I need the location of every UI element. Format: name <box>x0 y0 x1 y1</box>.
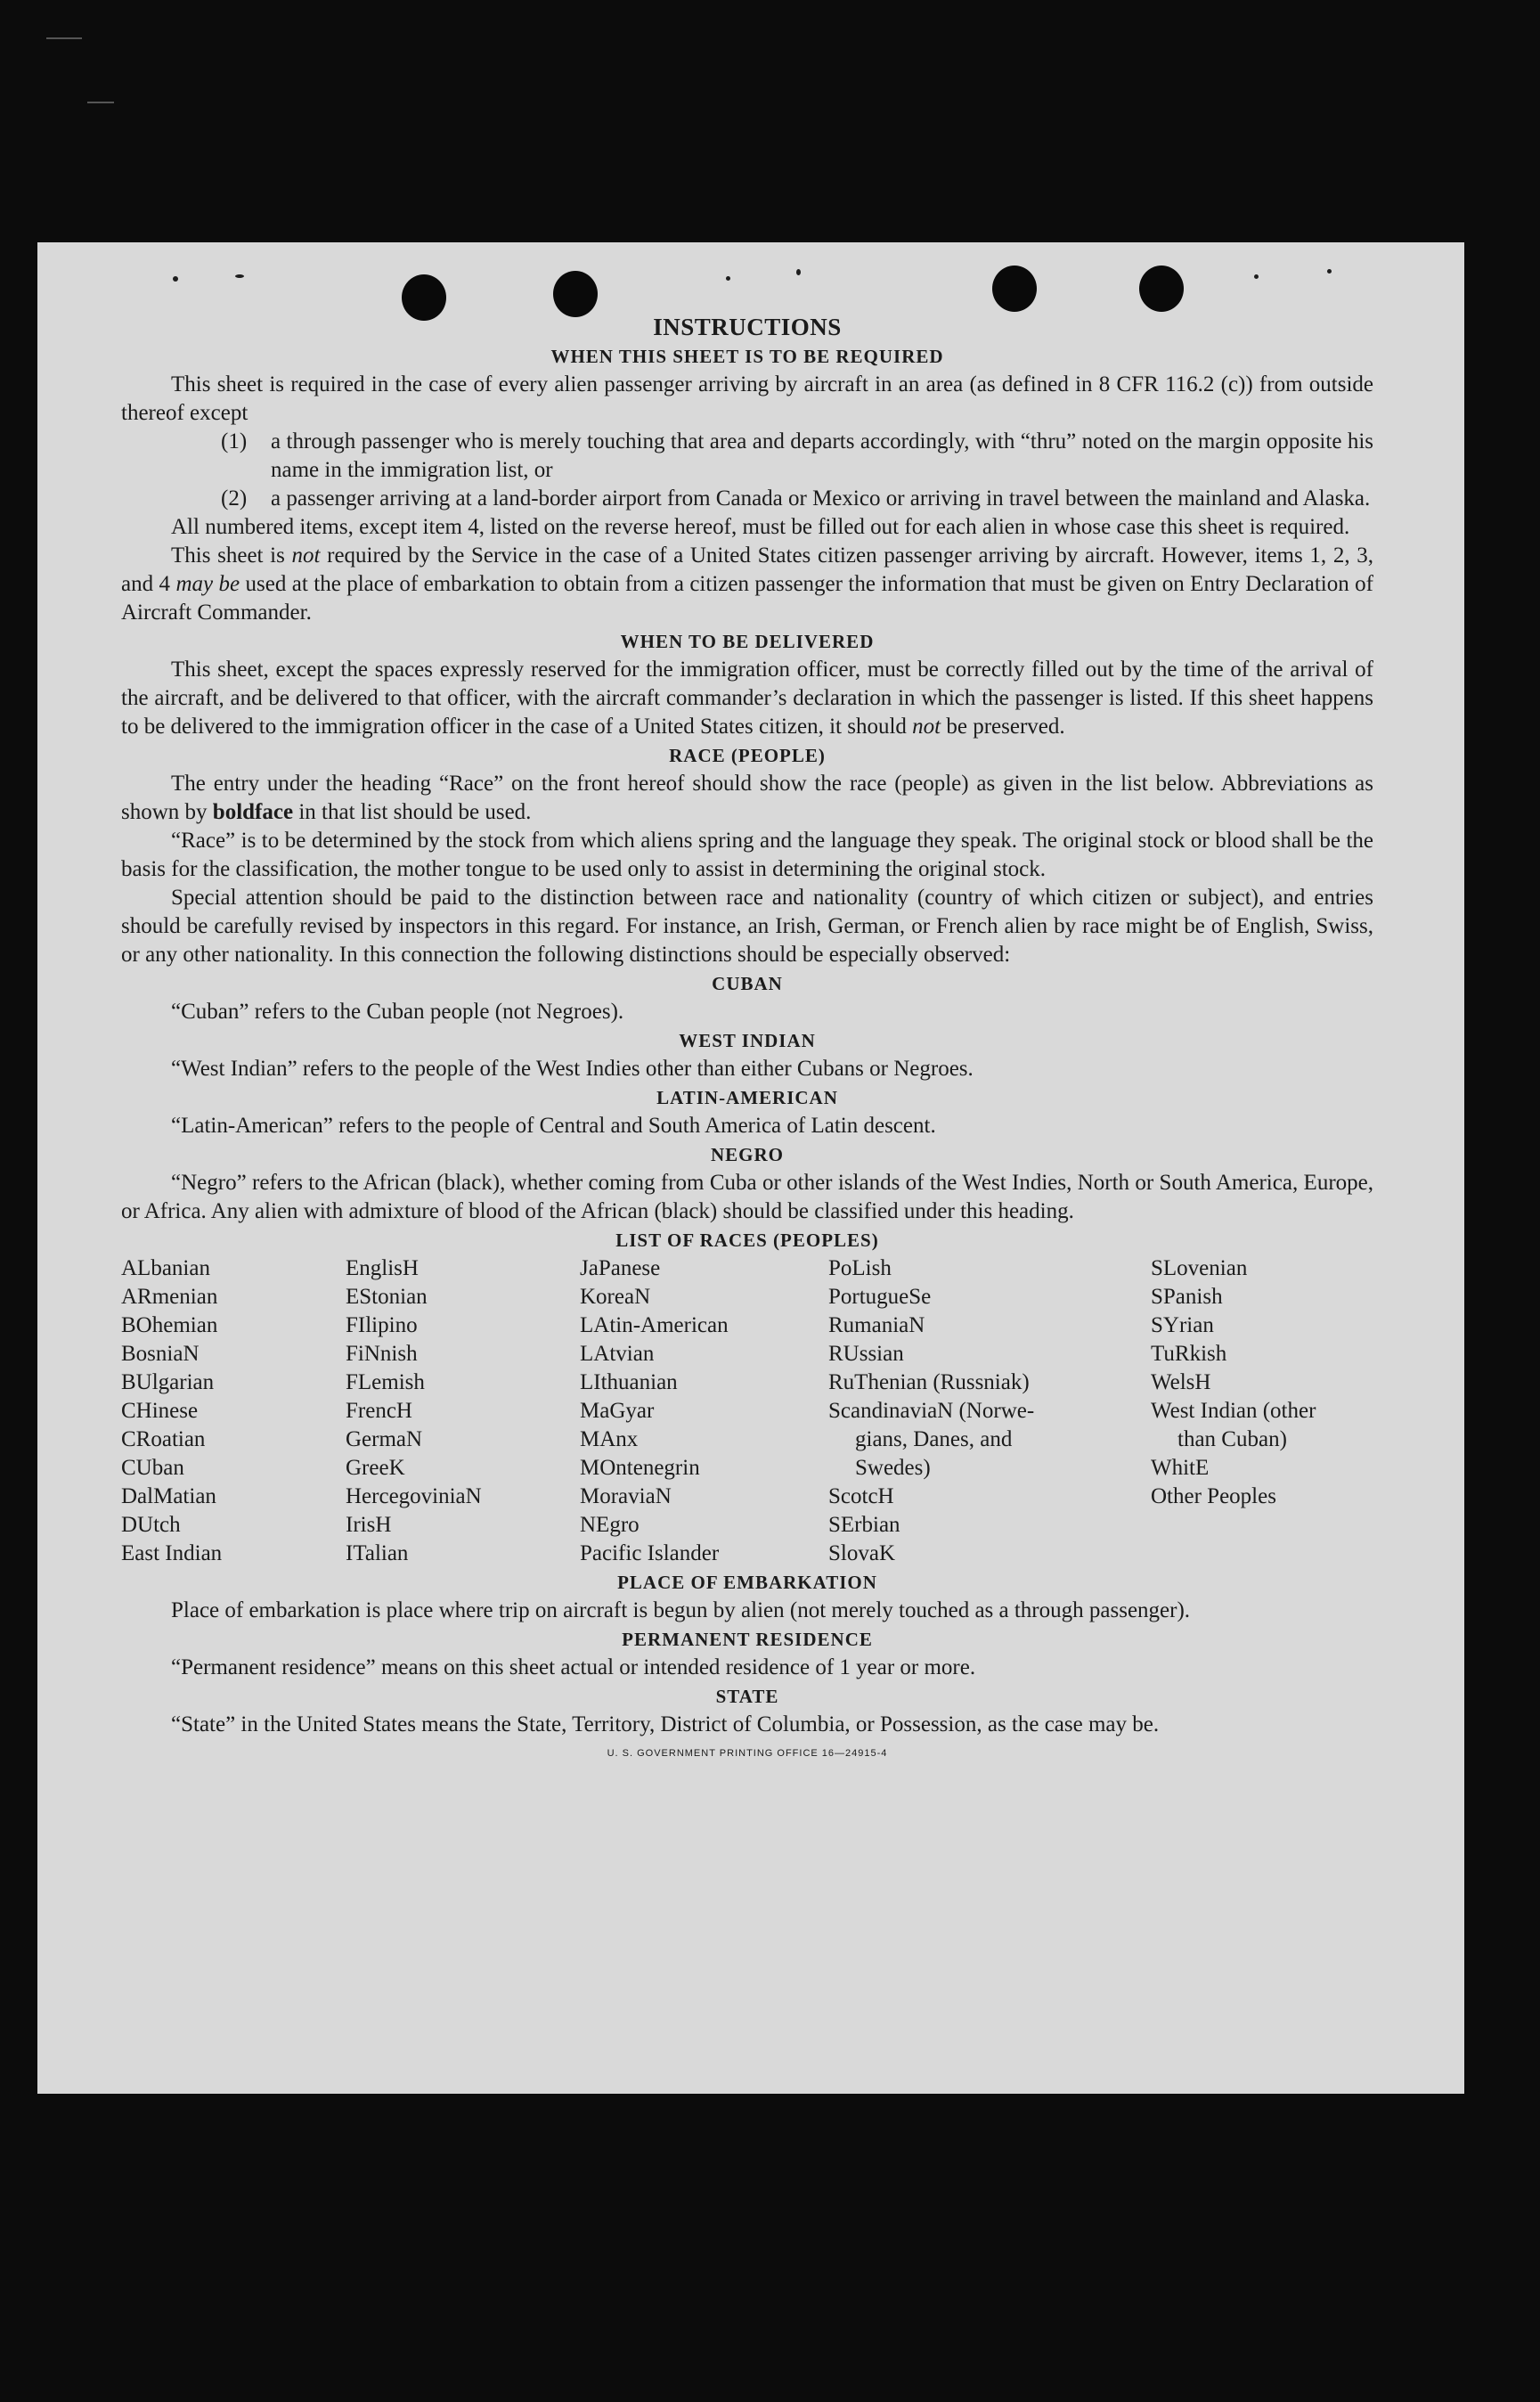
race-entry: SYrian <box>1151 1313 1214 1337</box>
item-number: (1) <box>221 429 248 453</box>
emphasis-not: not <box>291 543 321 568</box>
race-entry: RUssian <box>828 1342 904 1366</box>
heading-when-delivered: WHEN TO BE DELIVERED <box>620 631 875 652</box>
scan-mark <box>46 37 82 39</box>
race-entry: EStonian <box>346 1285 428 1309</box>
race-entry: LAtvian <box>580 1342 655 1366</box>
heading-when-required: WHEN THIS SHEET IS TO BE REQUIRED <box>550 346 944 367</box>
boldface-word: boldface <box>212 800 294 824</box>
speck <box>1254 274 1259 279</box>
latin-american-text: “Latin-American” refers to the people of Central and South America of Latin descent. <box>171 1114 936 1138</box>
emphasis-may-be: may be <box>175 572 240 596</box>
race-entry: IrisH <box>346 1513 392 1537</box>
west-indian-text: “West Indian” refers to the people of the West Indies other than either Cubans or Negroes. <box>171 1057 974 1081</box>
race-para1: The entry under the heading “Race” on the front hereof should show the race (people) as given in the list below. Abbreviations as shown by boldface in that list should be used. <box>121 772 1373 824</box>
race-entry: ScandinaviaN (Norwe- <box>828 1399 1035 1423</box>
race-entry: HercegoviniaN <box>346 1484 482 1508</box>
heading-race: RACE (PEOPLE) <box>669 745 826 766</box>
race-column <box>828 1254 1151 1568</box>
race-entry: ITalian <box>346 1541 409 1565</box>
punch-hole <box>992 266 1037 312</box>
race-para3: Special attention should be paid to the distinction between race and nationality (country of which citizen or subject), and entries should be carefully revised by inspectors in this regard. For instance, an Irish, German, or French alien by race might be of English, Swiss, or any other nationality. In this connection the following distinctions should be especially observed: <box>121 886 1373 967</box>
race-entry: SErbian <box>828 1513 900 1537</box>
race-entry: CHinese <box>121 1399 199 1423</box>
race-entry: FrencH <box>346 1399 412 1423</box>
emphasis-not: not <box>912 715 941 739</box>
race-entry: LAtin-American <box>580 1313 729 1337</box>
race-entry: SPanish <box>1151 1285 1223 1309</box>
heading-cuban: CUBAN <box>712 973 783 994</box>
heading-place-of-embarkation: PLACE OF EMBARKATION <box>617 1572 877 1593</box>
race-para2: “Race” is to be determined by the stock from which aliens spring and the language they speak. The original stock or blood shall be the basis for the classification, the mother tongue to be used only to assist in determining the original stock. <box>121 829 1373 881</box>
race-column <box>121 1254 346 1568</box>
exception-list <box>121 428 1373 513</box>
race-entry: DUtch <box>121 1513 181 1537</box>
race-entry: SLovenian <box>1151 1256 1248 1280</box>
race-entry: SlovaK <box>828 1541 895 1565</box>
race-entry: DalMatian <box>121 1484 216 1508</box>
race-entry: FIlipino <box>346 1313 418 1337</box>
when-required-intro: This sheet is required in the case of every alien passenger arriving by aircraft in an area (as defined in 8 CFR 116.2 (c)) from outside thereof except <box>121 372 1373 425</box>
race-entry: NEgro <box>580 1513 640 1537</box>
race-entry: MAnx <box>580 1427 639 1451</box>
state-text: “State” in the United States means the State, Territory, District of Columbia, or Possession, as the case may be. <box>171 1712 1160 1736</box>
race-column <box>580 1254 828 1568</box>
race-entry: PoLish <box>828 1256 892 1280</box>
heading-state: STATE <box>715 1686 779 1707</box>
race-entry: MOntenegrin <box>580 1456 700 1480</box>
heading-latin-american: LATIN-AMERICAN <box>656 1087 838 1108</box>
speck <box>235 274 244 278</box>
race-entry: LIthuanian <box>580 1370 678 1394</box>
cuban-text: “Cuban” refers to the Cuban people (not Negroes). <box>171 1000 624 1024</box>
race-entry: ALbanian <box>121 1256 210 1280</box>
race-entry: East Indian <box>121 1541 223 1565</box>
document-sheet <box>37 242 1464 2094</box>
negro-text: “Negro” refers to the African (black), whether coming from Cuba or other islands of the West Indies, North or South America, Europe, or Africa. Any alien with admixture of blood of the African (black) should be classified under this heading. <box>121 1171 1373 1223</box>
race-entry: BosniaN <box>121 1342 200 1366</box>
race-entry: WhitE <box>1151 1456 1210 1480</box>
race-entry: gians, Danes, and <box>855 1427 1013 1451</box>
when-required-para2: All numbered items, except item 4, listed on the reverse hereof, must be filled out for each alien in whose case this sheet is required. <box>171 515 1350 539</box>
race-entry: BOhemian <box>121 1313 218 1337</box>
punch-hole <box>553 271 598 317</box>
exception-item <box>121 485 1373 513</box>
race-entry: MaGyar <box>580 1399 655 1423</box>
race-entry: KoreaN <box>580 1285 651 1309</box>
race-list <box>121 1254 1373 1568</box>
exception-item <box>121 428 1373 485</box>
speck <box>1327 269 1332 274</box>
scan-mark <box>87 102 114 103</box>
item-text: a through passenger who is merely touching that area and departs accordingly, with “thru” noted on the margin opposite his name in the immigration list, or <box>271 429 1373 482</box>
place-of-embarkation-text: Place of embarkation is place where trip on aircraft is begun by alien (not merely touched as a through passenger). <box>171 1598 1191 1622</box>
race-entry: GreeK <box>346 1456 405 1480</box>
race-entry: CRoatian <box>121 1427 206 1451</box>
race-entry: Pacific Islander <box>580 1541 720 1565</box>
race-entry: WelsH <box>1151 1370 1211 1394</box>
speck <box>726 276 730 281</box>
race-entry: ScotcH <box>828 1484 894 1508</box>
race-entry: Swedes) <box>855 1456 931 1480</box>
heading-negro: NEGRO <box>710 1144 784 1165</box>
race-entry: PortugueSe <box>828 1285 932 1309</box>
race-entry: TuRkish <box>1151 1342 1227 1366</box>
race-entry: CUban <box>121 1456 184 1480</box>
page-title: INSTRUCTIONS <box>653 314 842 340</box>
speck <box>173 276 178 282</box>
race-column <box>1151 1254 1373 1568</box>
race-column <box>346 1254 580 1568</box>
race-entry: MoraviaN <box>580 1484 672 1508</box>
printing-office-footer: U. S. GOVERNMENT PRINTING OFFICE 16—24915-4 <box>607 1748 888 1759</box>
when-required-para3: This sheet is not required by the Service in the case of a United States citizen passenger arriving by aircraft. However, items 1, 2, 3, and 4 may be used at the place of embarkation to obtain from a citizen passenger the information that must be given on Entry Declaration of Aircraft Commander. <box>121 543 1373 625</box>
race-entry: FiNnish <box>346 1342 418 1366</box>
race-entry: EnglisH <box>346 1256 419 1280</box>
race-entry: West Indian (other <box>1151 1399 1316 1423</box>
race-entry: BUlgarian <box>121 1370 215 1394</box>
race-entry: GermaN <box>346 1427 423 1451</box>
race-entry: than Cuban) <box>1177 1427 1287 1451</box>
race-entry: FLemish <box>346 1370 425 1394</box>
item-text: a passenger arriving at a land-border airport from Canada or Mexico or arriving in travel between the mainland and Alaska. <box>271 486 1371 511</box>
when-delivered-text: This sheet, except the spaces expressly reserved for the immigration officer, must be correctly filled out by the time of the arrival of the aircraft, and be delivered to that officer, with the aircraft commander’s declaration in which the passenger is listed. If this sheet happens to be delivered to the immigration officer in the case of a United States citizen, it should not be preserved. <box>121 658 1373 739</box>
race-entry: JaPanese <box>580 1256 661 1280</box>
race-entry: RuThenian (Russniak) <box>828 1370 1030 1394</box>
heading-west-indian: WEST INDIAN <box>679 1030 816 1051</box>
permanent-residence-text: “Permanent residence” means on this sheet actual or intended residence of 1 year or more. <box>171 1655 976 1679</box>
instructions-content <box>121 312 1373 1762</box>
speck <box>796 269 801 275</box>
punch-hole <box>1139 266 1184 312</box>
item-number: (2) <box>221 486 248 511</box>
race-entry: ARmenian <box>121 1285 218 1309</box>
heading-permanent-residence: PERMANENT RESIDENCE <box>622 1629 873 1650</box>
race-entry: Other Peoples <box>1151 1484 1276 1508</box>
race-entry: RumaniaN <box>828 1313 925 1337</box>
heading-list-of-races: LIST OF RACES (PEOPLES) <box>615 1230 879 1251</box>
